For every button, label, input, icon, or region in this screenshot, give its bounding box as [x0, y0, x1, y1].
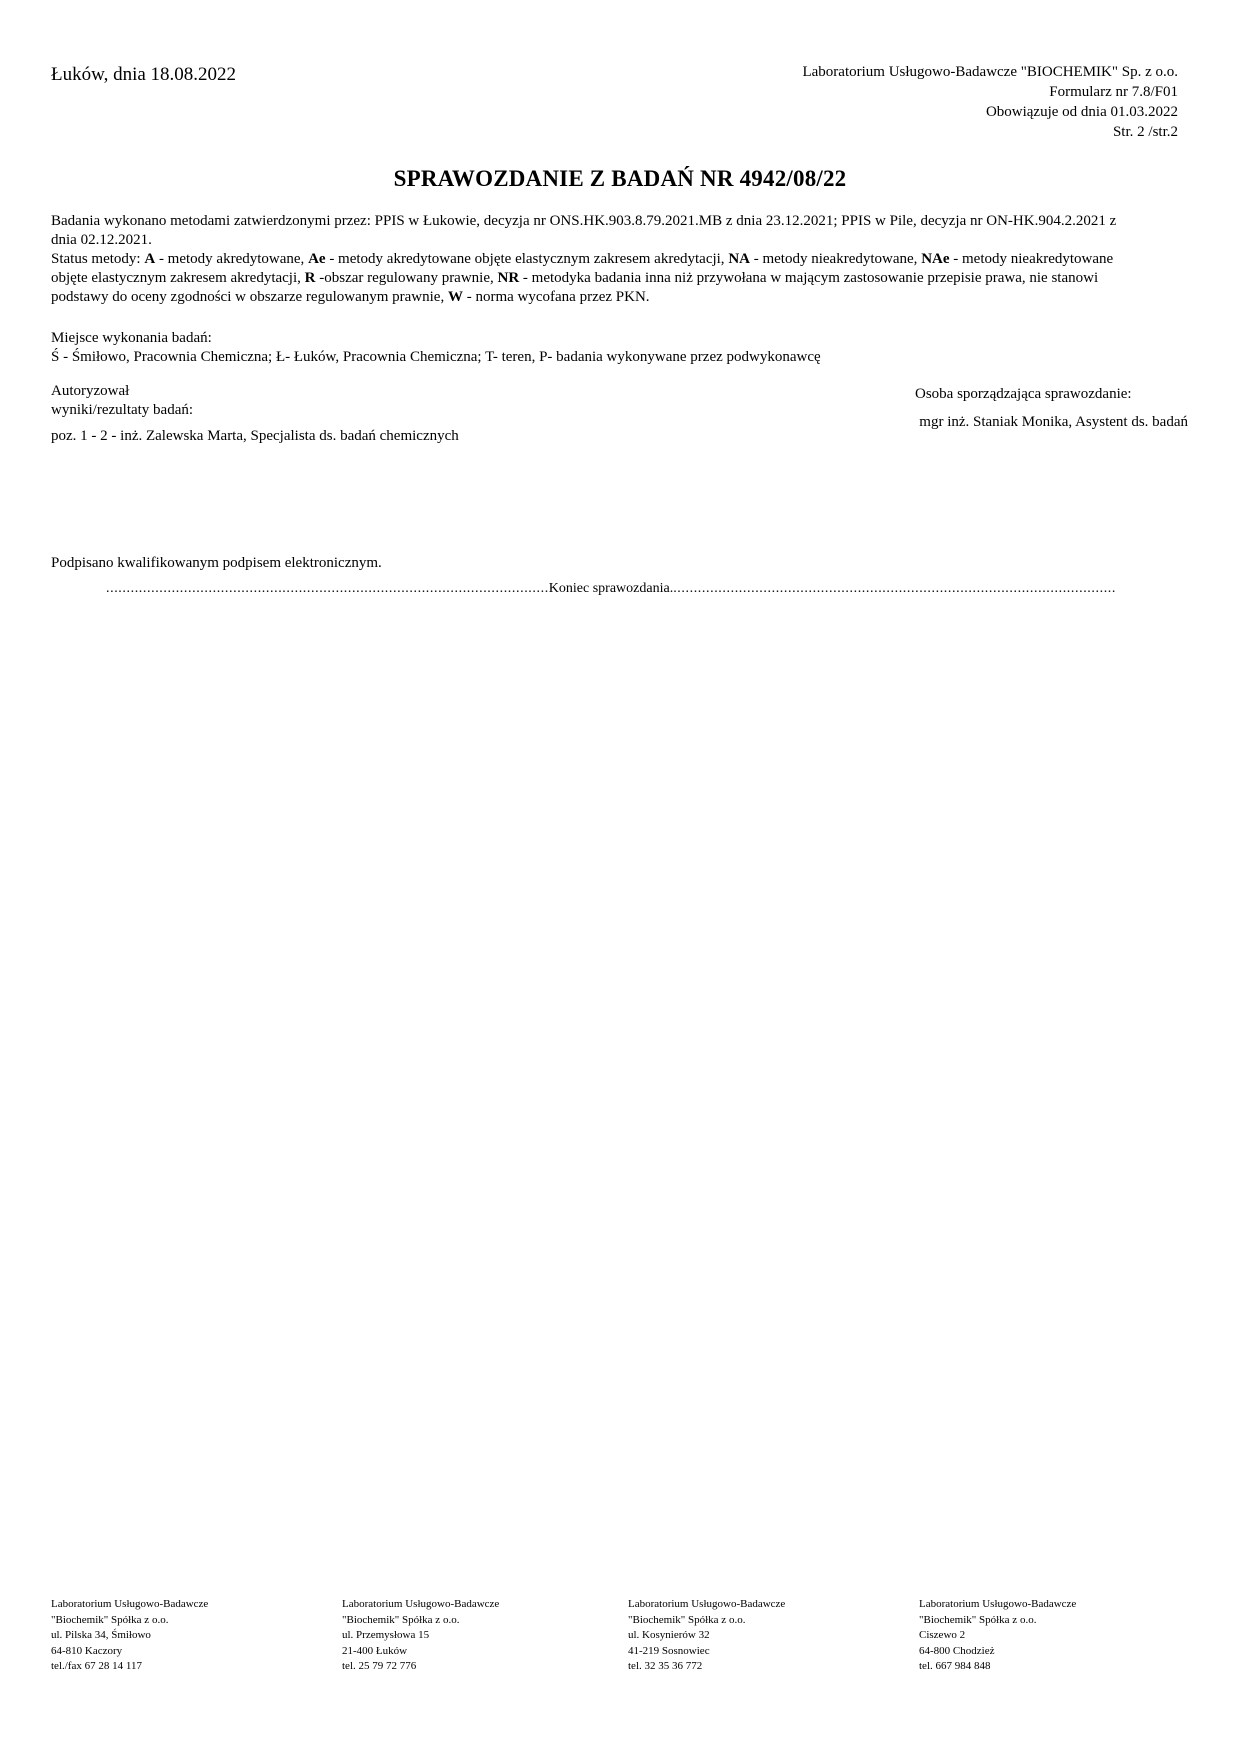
footer-line: 21-400 Łuków [342, 1644, 408, 1657]
document-header-info [802, 62, 1178, 142]
prepared-by-label: Osoba sporządzająca sprawozdanie: [915, 386, 1132, 402]
code-nr-desc: - metodyka badania inna niż przywołana w mającym zastosowanie przepisie prawa, nie stanowi podstawy do oceny zgodności w obszarze regulowanym prawnie, [51, 270, 1099, 305]
methods-approval: Badania wykonano metodami zatwierdzonymi przez: PPIS w Łukowie, decyzja nr ONS.HK.903.8.79.2021.MB z dnia 23.12.2021; PPIS w Pile, decyzja nr ON-HK.904.2.2021 z dnia 02.12.2021. [51, 213, 1117, 248]
code-ae-desc: - metody akredytowane objęte elastycznym zakresem akredytacji, [325, 251, 729, 267]
footer-line: Ciszewo 2 [919, 1629, 966, 1641]
footer-line: 41-219 Sosnowiec [628, 1644, 710, 1657]
place-of-tests-label: Miejsce wykonania badań: [51, 330, 212, 346]
lab-name: Laboratorium Usługowo-Badawcze "BIOCHEMIK" Sp. z o.o. [802, 64, 1178, 80]
valid-from: Obowiązuje od dnia 01.03.2022 [985, 104, 1178, 120]
code-nr: NR [497, 270, 520, 286]
code-nae-desc: - metody nieakredytowane objęte elastycznym zakresem akredytacji, [51, 251, 1114, 286]
code-na-desc: - metody nieakredytowane, [749, 251, 922, 267]
method-status-prefix: Status metody: [51, 251, 145, 267]
footer-line: ul. Pilska 34, Śmiłowo [51, 1629, 151, 1641]
prepared-by-person: mgr inż. Staniak Monika, Asystent ds. badań [919, 414, 1188, 430]
footer-line: "Biochemik" Spółka z o.o. [628, 1613, 746, 1626]
place-of-tests-value: Ś - Śmiłowo, Pracownia Chemiczna; Ł- Łuków, Pracownia Chemiczna; T- teren, P- badania wykonywane przez podwykonawcę [51, 349, 821, 365]
footer-line: ul. Kosynierów 32 [628, 1629, 710, 1641]
method-status [51, 250, 1141, 307]
place-of-tests [51, 329, 821, 367]
authorization-label-line2: wyniki/rezultaty badań: [51, 402, 194, 418]
report-title: SPRAWOZDANIE Z BADAŃ NR 4942/08/22 [393, 166, 847, 191]
code-ae: Ae [308, 251, 326, 267]
footer-branch-sosnowiec [628, 1597, 868, 1675]
footer-line: tel. 32 35 36 772 [628, 1660, 703, 1672]
footer-line: 64-800 Chodzież [919, 1644, 995, 1657]
page-number: Str. 2 /str.2 [1112, 124, 1178, 140]
footer-line: "Biochemik" Spółka z o.o. [51, 1613, 169, 1626]
signed-note: Podpisano kwalifikowanym podpisem elektronicznym. [51, 555, 382, 571]
authorization-label-line1: Autoryzował [51, 383, 130, 399]
footer-line: ul. Przemysłowa 15 [342, 1629, 430, 1641]
leader-dots-left [106, 581, 549, 597]
footer-branch-smilowo [51, 1597, 291, 1675]
code-nae: NAe [921, 251, 950, 267]
authorization-person: poz. 1 - 2 - inż. Zalewska Marta, Specjalista ds. badań chemicznych [51, 428, 459, 444]
footer-line: Laboratorium Usługowo-Badawcze [919, 1598, 1077, 1610]
code-na: NA [728, 251, 750, 267]
code-a: A [144, 251, 156, 267]
footer-line: Laboratorium Usługowo-Badawcze [342, 1598, 500, 1610]
footer-branch-lukow [342, 1597, 582, 1675]
code-r: R [304, 270, 316, 286]
footer-branch-chodziez [919, 1597, 1159, 1675]
footer-line: tel. 667 984 848 [919, 1660, 991, 1672]
footer-line: "Biochemik" Spółka z o.o. [919, 1613, 1037, 1626]
end-of-report-line [106, 581, 1116, 597]
end-of-report-text: Koniec sprawozdania. [548, 581, 674, 596]
code-r-desc: -obszar regulowany prawnie, [315, 270, 498, 286]
footer-line: "Biochemik" Spółka z o.o. [342, 1613, 460, 1626]
code-w-desc: - norma wycofana przez PKN. [462, 289, 650, 305]
code-a-desc: - metody akredytowane, [155, 251, 309, 267]
authorization-label [51, 382, 193, 420]
footer-line: Laboratorium Usługowo-Badawcze [51, 1598, 209, 1610]
footer-line: 64-810 Kaczory [51, 1644, 123, 1657]
methods-section [51, 212, 1141, 307]
form-number: Formularz nr 7.8/F01 [1049, 84, 1178, 100]
code-w: W [447, 289, 463, 305]
footer-line: Laboratorium Usługowo-Badawcze [628, 1598, 786, 1610]
leader-dots-right [673, 581, 1116, 597]
footer-line: tel./fax 67 28 14 117 [51, 1660, 142, 1672]
place-date: Łuków, dnia 18.08.2022 [51, 64, 237, 85]
footer-line: tel. 25 79 72 776 [342, 1660, 417, 1672]
